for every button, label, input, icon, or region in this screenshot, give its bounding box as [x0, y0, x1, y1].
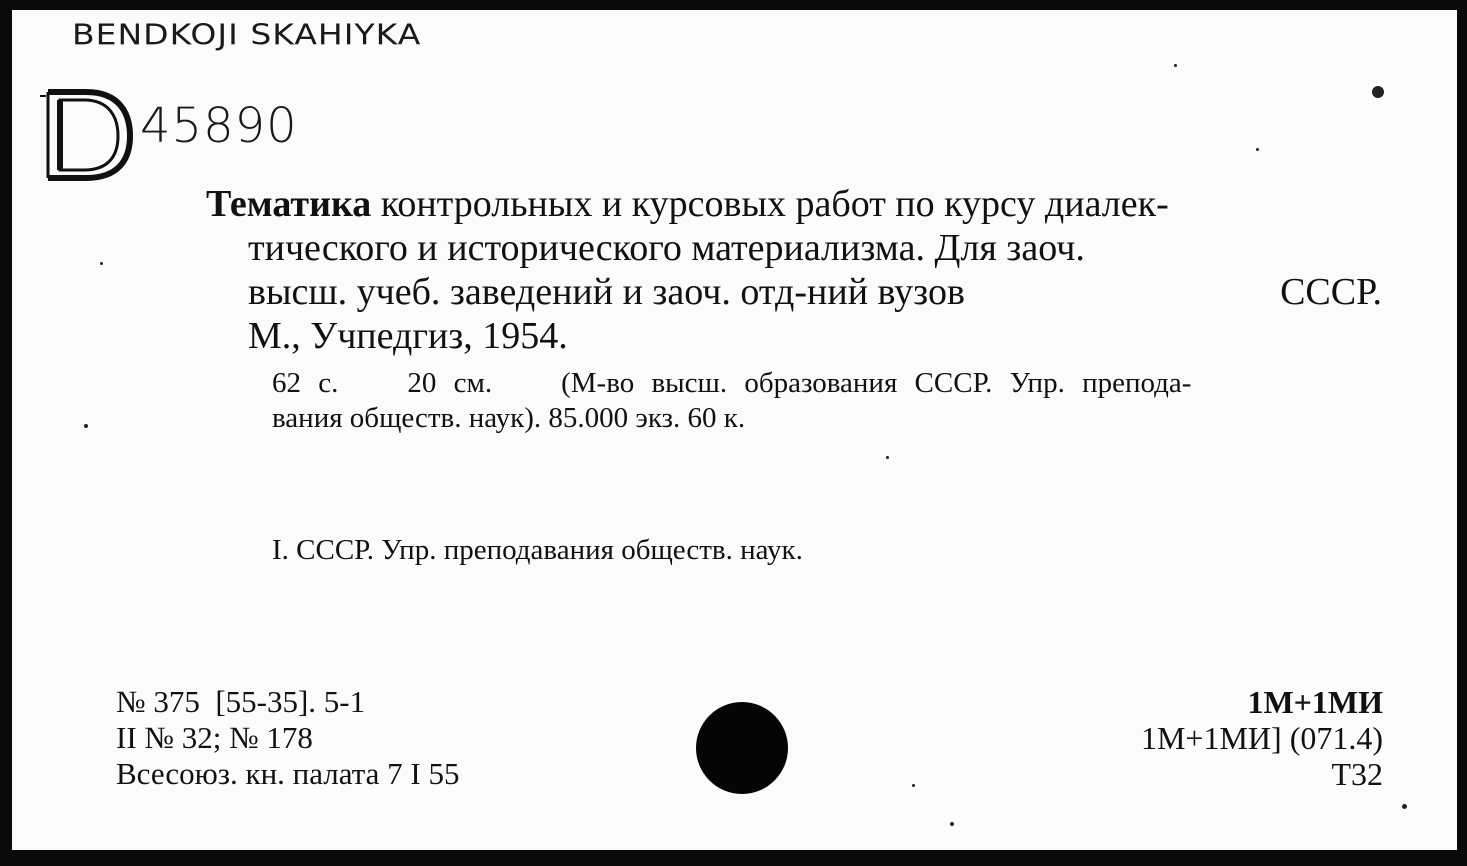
speck [886, 456, 889, 459]
card-edge-top [0, 0, 1467, 10]
imprint-line: М., Учпедгиз, 1954. [248, 315, 568, 357]
shelf-letter-stamp [38, 84, 138, 184]
title-line-1-rest: контрольных и курсовых работ по курсу диалек- [371, 183, 1169, 225]
classification-line-2: 1М+1МИ] (071.4) [1140, 720, 1383, 756]
card-edge-left [0, 0, 12, 866]
speck [84, 424, 88, 428]
speck [1372, 86, 1384, 98]
title-block [206, 182, 1382, 358]
title-line-3 [206, 270, 1382, 314]
registration-line-3: Всесоюз. кн. палата 7 I 55 [116, 756, 460, 791]
title-line-3-right: СССР. [1280, 271, 1382, 313]
physical-line-2: вания обществ. наук). 85.000 экз. 60 к. [272, 402, 746, 434]
title-line-3-left: высш. учеб. заведений и заоч. отд-ний вузов [248, 271, 965, 313]
speck [1402, 804, 1407, 809]
title-lead-word: Тематика [206, 183, 372, 225]
registration-line-2: II № 32; № 178 [116, 720, 313, 755]
speck [950, 822, 954, 826]
shelf-number: 45890 [140, 98, 298, 154]
shelf-letter-d-icon [38, 84, 138, 184]
classification-line-3: Т32 [1331, 756, 1383, 792]
registration-block [116, 684, 459, 792]
speck [100, 262, 103, 265]
card-edge-right [1457, 0, 1467, 866]
subject-tracing: I. СССР. Упр. преподавания обществ. наук. [272, 534, 803, 566]
title-line-2: тического и исторического материализма. Для заоч. [248, 227, 1085, 269]
card-edge-bottom [0, 850, 1467, 866]
physical-description [272, 366, 1382, 436]
physical-line-1: 62 с. 20 см. (М-во высш. образования СССР. Упр. препода- [272, 367, 1192, 399]
punch-hole [696, 702, 788, 794]
speck [1174, 64, 1177, 67]
title-line-1 [206, 182, 1382, 226]
speck [912, 784, 915, 787]
classification-line-1: 1М+1МИ [1247, 684, 1383, 720]
registration-line-1: № 375 [55-35]. 5-1 [116, 684, 366, 719]
classification-block [1141, 684, 1383, 792]
collection-stamp: BENDKOJI SKAHIYKA [72, 18, 422, 52]
speck [1256, 148, 1259, 151]
